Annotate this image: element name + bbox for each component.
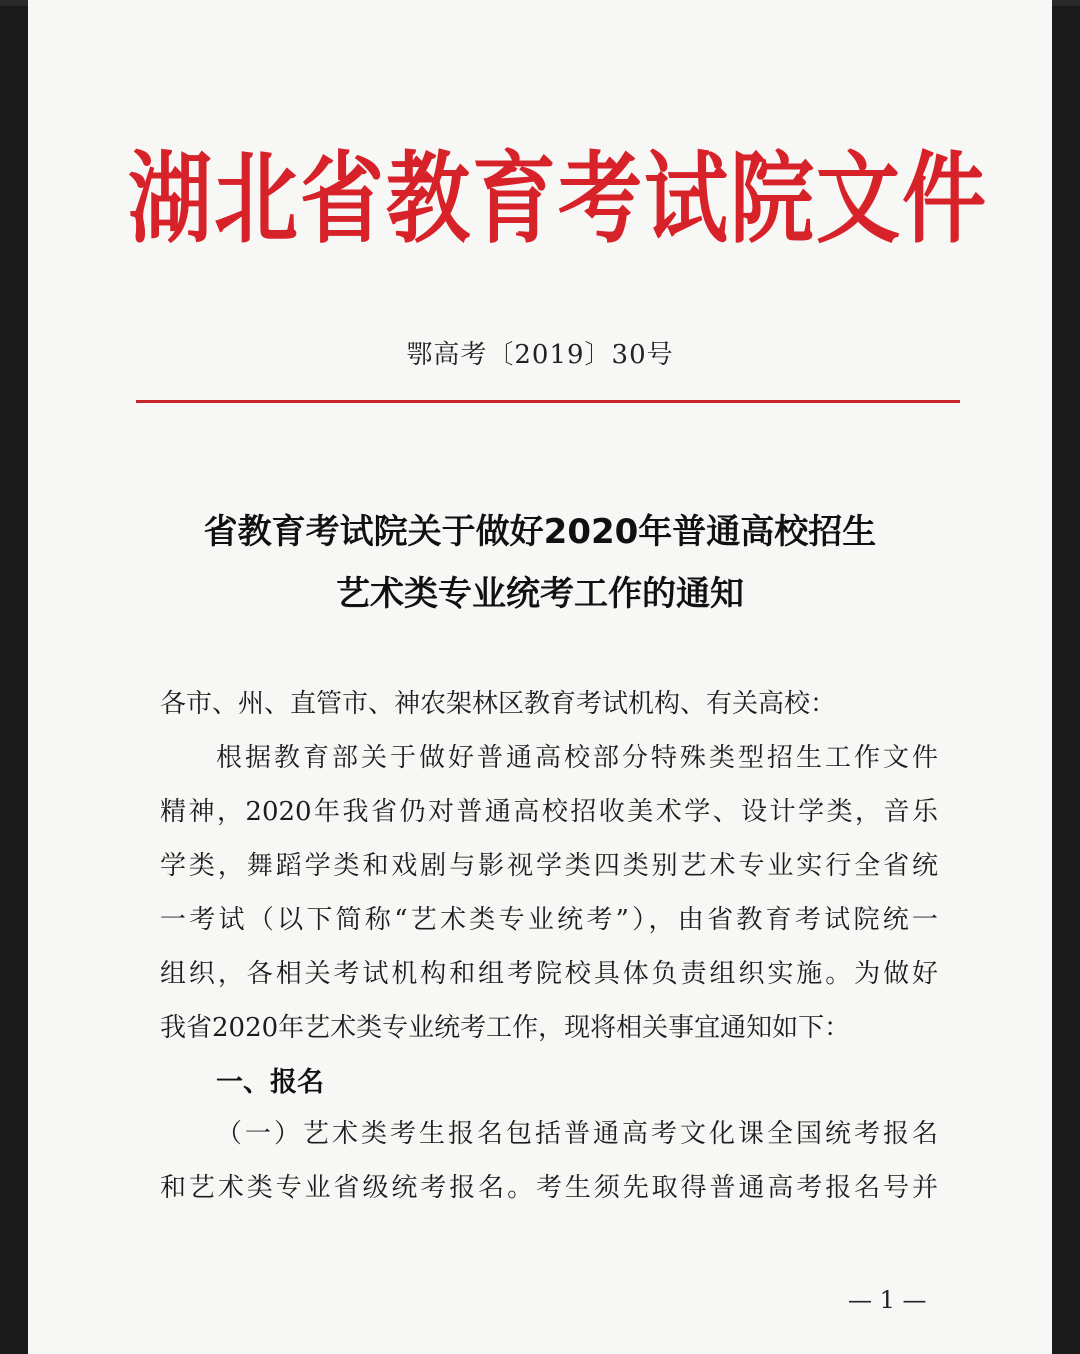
red-divider-line [136, 400, 960, 403]
notice-title-line-2: 艺术类专业统考工作的通知 [336, 574, 744, 614]
body-line: 精神，2020年我省仍对普通高校招收美术学、设计学类，音乐 [160, 797, 938, 827]
addressee-line: 各市、州、直管市、神农架林区教育考试机构、有关高校： [160, 689, 837, 719]
section-body-line: （一）艺术类考生报名包括普通高考文化课全国统考报名 [216, 1119, 938, 1149]
document-page [28, 0, 1052, 1354]
body-line: 我省2020年艺术类专业统考工作，现将相关事宜通知如下： [160, 1013, 851, 1043]
page-number: — 1 — [848, 1286, 927, 1314]
masthead-title: 湖北省教育考试院文件 [128, 141, 989, 257]
body-line: 根据教育部关于做好普通高校部分特殊类型招生工作文件 [216, 743, 938, 773]
notice-title-line-1: 省教育考试院关于做好2020年普通高校招生 [203, 512, 877, 552]
body-line: 一考试（以下简称“艺术类专业统考”），由省教育考试院统一 [160, 905, 938, 935]
body-line: 学类，舞蹈学类和戏剧与影视学类四类别艺术专业实行全省统 [160, 851, 938, 881]
section-heading: 一、报名 [216, 1067, 324, 1098]
section-body-line: 和艺术类专业省级统考报名。考生须先取得普通高考报名号并 [160, 1173, 938, 1203]
document-number: 鄂高考〔2019〕30号 [406, 340, 674, 370]
body-line: 组织，各相关考试机构和组考院校具体负责组织实施。为做好 [160, 959, 938, 989]
